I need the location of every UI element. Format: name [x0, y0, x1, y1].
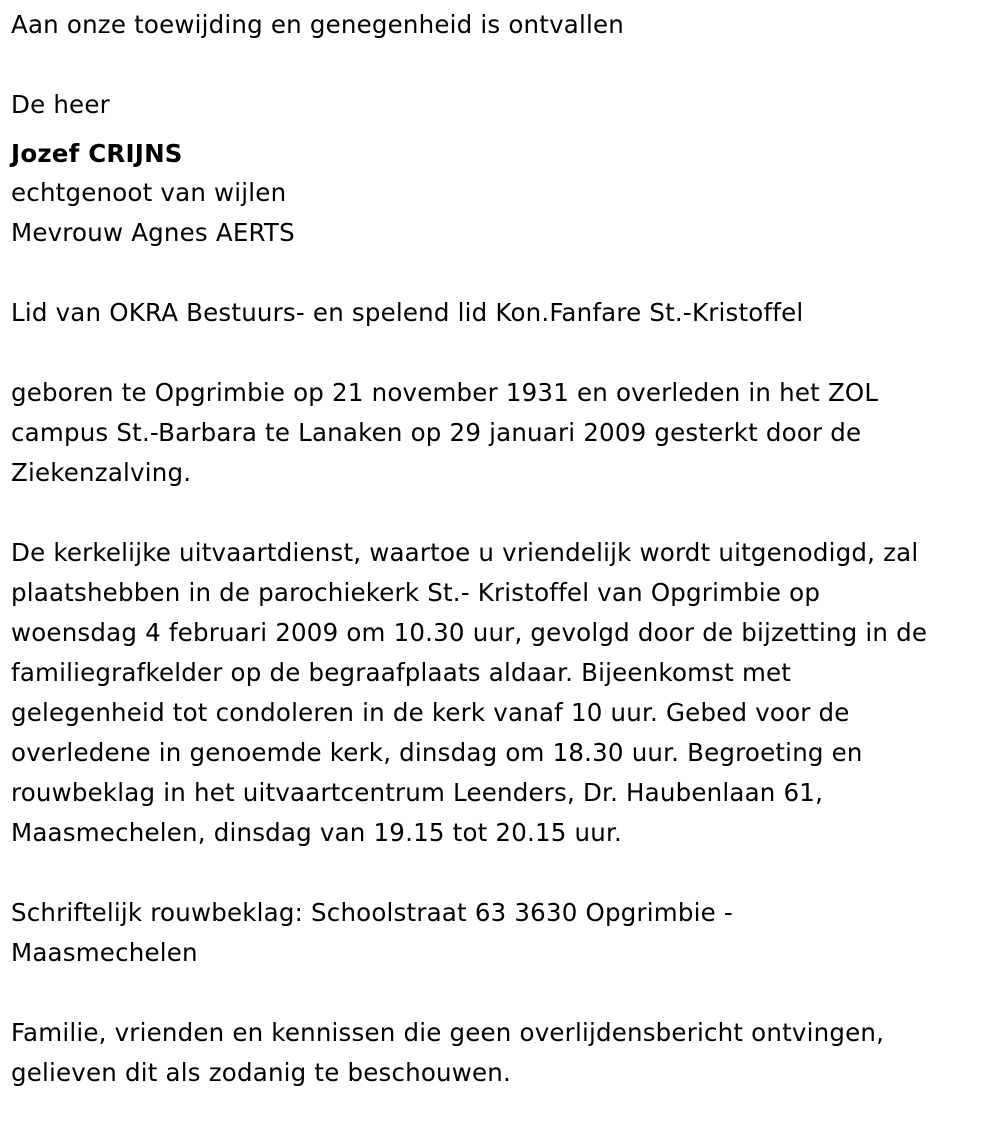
- written-condolences-line: Maasmechelen: [11, 938, 198, 967]
- spacer: [11, 45, 996, 85]
- funeral-line: familiegrafkelder op de begraafplaats aldaar. Bijeenkomst met: [11, 658, 792, 687]
- funeral-line: gelegenheid tot condoleren in de kerk vanaf 10 uur. Gebed voor de: [11, 698, 850, 727]
- closing-paragraph: [11, 1013, 996, 1093]
- honorific: De heer: [11, 90, 110, 119]
- membership-paragraph: [11, 293, 996, 333]
- intro-line: [11, 5, 996, 45]
- written-condolences-line: Schriftelijk rouwbeklag: Schoolstraat 63 3630 Opgrimbie -: [11, 898, 733, 927]
- intro-text: Aan onze toewijding en genegenheid is ontvallen: [11, 10, 624, 39]
- birth-death-line: Ziekenzalving.: [11, 458, 192, 487]
- spacer: [11, 853, 996, 893]
- spouse-relation: echtgenoot van wijlen: [11, 178, 287, 207]
- title-line: [11, 85, 996, 125]
- membership-text: Lid van OKRA Bestuurs- en spelend lid Kon.Fanfare St.-Kristoffel: [11, 298, 804, 327]
- funeral-line: De kerkelijke uitvaartdienst, waartoe u vriendelijk wordt uitgenodigd, zal: [11, 538, 919, 567]
- funeral-paragraph: [11, 533, 996, 853]
- spouse-name: Mevrouw Agnes AERTS: [11, 218, 295, 247]
- birth-death-paragraph: [11, 373, 996, 493]
- spacer: [11, 253, 996, 293]
- funeral-line: woensdag 4 februari 2009 om 10.30 uur, gevolgd door de bijzetting in de: [11, 618, 928, 647]
- spouse-relation-line: [11, 173, 996, 213]
- funeral-line: rouwbeklag in het uitvaartcentrum Leenders, Dr. Haubenlaan 61,: [11, 778, 824, 807]
- funeral-line: plaatshebben in de parochiekerk St.- Kristoffel van Opgrimbie op: [11, 578, 821, 607]
- death-notice: [11, 5, 996, 1093]
- birth-death-line: geboren te Opgrimbie op 21 november 1931 en overleden in het ZOL: [11, 378, 879, 407]
- deceased-name: Jozef CRIJNS: [11, 139, 183, 168]
- funeral-line: overledene in genoemde kerk, dinsdag om 18.30 uur. Begroeting en: [11, 738, 863, 767]
- closing-line: Familie, vrienden en kennissen die geen overlijdensbericht ontvingen,: [11, 1018, 885, 1047]
- deceased-name-line: [11, 125, 996, 173]
- birth-death-line: campus St.-Barbara te Lanaken op 29 januari 2009 gesterkt door de: [11, 418, 862, 447]
- spacer: [11, 973, 996, 1013]
- closing-line: gelieven dit als zodanig te beschouwen.: [11, 1058, 512, 1087]
- spouse-name-line: [11, 213, 996, 253]
- funeral-line: Maasmechelen, dinsdag van 19.15 tot 20.15 uur.: [11, 818, 623, 847]
- spacer: [11, 333, 996, 373]
- spacer: [11, 493, 996, 533]
- written-condolences-paragraph: [11, 893, 996, 973]
